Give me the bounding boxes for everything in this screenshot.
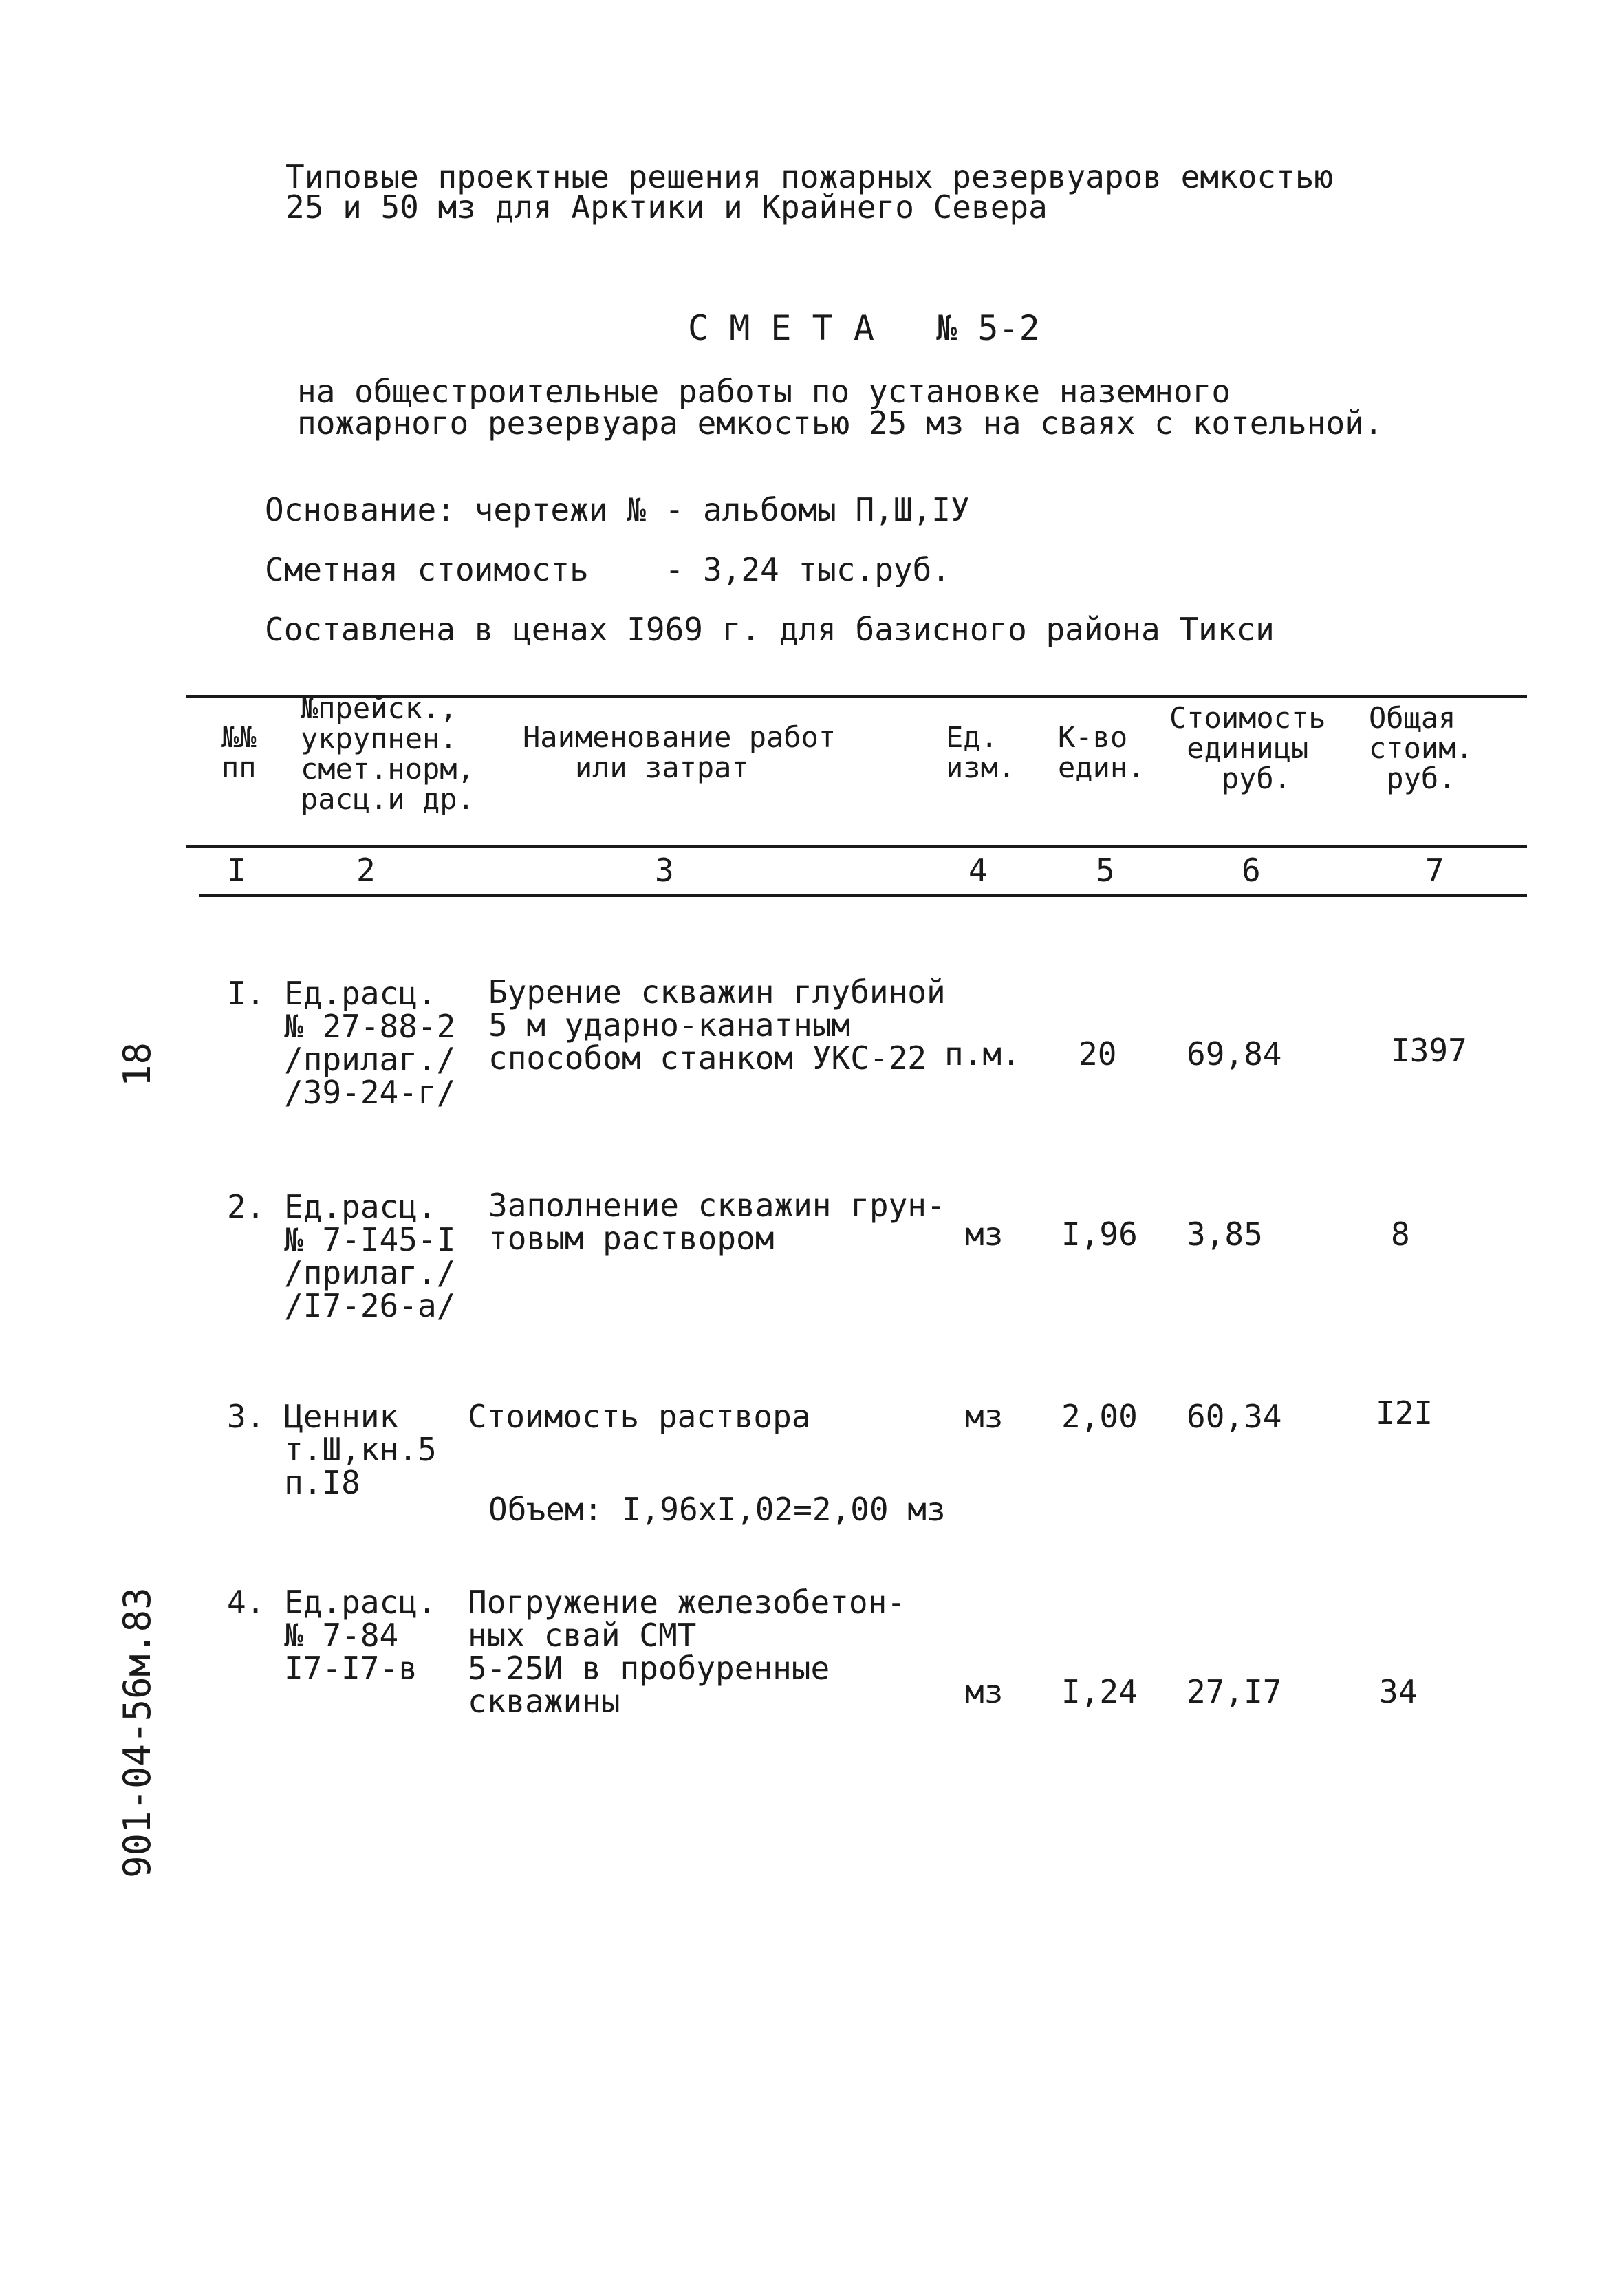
- row-unit-cost: 27,I7: [1187, 1673, 1282, 1710]
- row-total: 8: [1391, 1216, 1410, 1253]
- row-qty: 20: [1079, 1035, 1117, 1072]
- row-total: I2I: [1376, 1394, 1433, 1432]
- row-unit: мз: [965, 1216, 1004, 1253]
- header-bottom-rule: [186, 845, 1527, 848]
- row-unit-cost: 3,85: [1187, 1216, 1263, 1253]
- page-number: 18: [116, 1042, 159, 1087]
- col-number: 2: [356, 852, 376, 889]
- cost-line: Сметная стоимость - 3,24 тыс.руб.: [265, 551, 951, 588]
- doc-title: С М Е Т А № 5-2: [688, 308, 1040, 348]
- volume-note: Объем: I,96хI,02=2,00 мз: [488, 1491, 946, 1528]
- col-number: 4: [968, 852, 988, 889]
- row-unit: мз: [965, 1673, 1004, 1710]
- col-header-unit-cost: Стоимость единицы руб.: [1169, 701, 1326, 795]
- row-unit: п.м.: [944, 1035, 1021, 1072]
- col-number: 3: [655, 852, 674, 889]
- row-total: I397: [1391, 1032, 1467, 1069]
- row-qty: 2,00: [1061, 1398, 1138, 1435]
- col-number: 5: [1096, 852, 1115, 889]
- col-number: 7: [1425, 852, 1444, 889]
- subtitle-line-1: на общестроительные работы по установке наземного: [297, 373, 1231, 410]
- row-ref: 3. Ценник т.Ш,кн.5 п.I8: [227, 1398, 437, 1501]
- col-numbers-rule: [199, 894, 1527, 897]
- row-qty: I,24: [1061, 1673, 1138, 1710]
- row-name: Стоимость раствора: [468, 1398, 811, 1435]
- col-header-unit: Ед. изм.: [946, 720, 1016, 784]
- row-total: 34: [1379, 1673, 1418, 1710]
- prices-line: Составлена в ценах I969 г. для базисного района Тикси: [265, 611, 1275, 648]
- row-name: Бурение скважин глубиной 5 м ударно-канатным способом станком УКС-22: [488, 973, 946, 1077]
- basis-line: Основание: чертежи № - альбомы П,Ш,IУ: [265, 491, 970, 528]
- header-line-2: 25 и 50 мз для Арктики и Крайнего Севера: [285, 188, 1048, 226]
- col-header-num: №№ пп: [221, 720, 257, 784]
- col-header-ref: №прейск., укрупнен. смет.норм, расц.и др.: [301, 691, 475, 816]
- row-unit: мз: [965, 1398, 1004, 1435]
- header-line-1: Типовые проектные решения пожарных резервуаров емкостью: [285, 158, 1334, 195]
- row-unit-cost: 69,84: [1187, 1035, 1282, 1072]
- col-number: 6: [1242, 852, 1261, 889]
- col-header-qty: К-во един.: [1058, 720, 1145, 784]
- row-name: Заполнение скважин грун- товым раствором: [488, 1187, 946, 1257]
- row-name: Погружение железобетон- ных свай СМТ 5-25И в пробуренные скважины: [468, 1584, 906, 1720]
- row-qty: I,96: [1061, 1216, 1138, 1253]
- subtitle-line-2: пожарного резервуара емкостью 25 мз на сваях с котельной.: [297, 405, 1383, 442]
- col-header-name: Наименование работ или затрат: [523, 720, 836, 784]
- row-unit-cost: 60,34: [1187, 1398, 1282, 1435]
- row-ref: 4. Ед.расц. № 7-84 I7-I7-в: [227, 1584, 437, 1687]
- row-ref: I. Ед.расц. № 27-88-2 /прилаг./ /39-24-г/: [227, 975, 456, 1111]
- col-header-total: Общая стоим. руб.: [1369, 701, 1473, 795]
- doc-code: 901-04-56м.83: [116, 1587, 159, 1878]
- col-number: I: [227, 852, 246, 889]
- row-ref: 2. Ед.расц. № 7-I45-I /прилаг./ /I7-26-а/: [227, 1188, 456, 1324]
